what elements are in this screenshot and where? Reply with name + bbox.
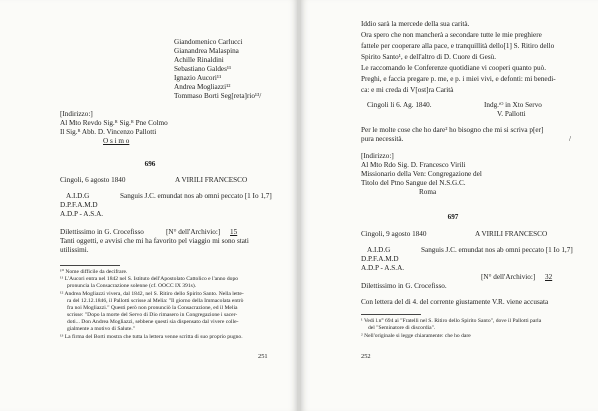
salutation: Sanguis J.C. emundat nos ab omni peccato [1 Io 1,7] bbox=[120, 192, 272, 200]
dpfamd-heading: D.P.F.A.M.D bbox=[60, 201, 98, 209]
letter-number: 696 bbox=[144, 160, 156, 168]
adp-heading: A.D.P - A.S.A. bbox=[361, 264, 405, 272]
body-line: utilissimi. bbox=[60, 246, 89, 254]
body-line: fattele per cooperare alla pace, e tranquillità dello[1] S. Ritiro dello bbox=[361, 42, 555, 50]
page-number: 251 bbox=[258, 353, 268, 360]
footnote: doti... Don Andrea Mogliazzi, sebbene questi sia dispensato dal vivere colle- bbox=[67, 319, 239, 325]
page-number: 252 bbox=[361, 353, 371, 360]
body-line: Preghi, e faccia pregare p. me, e p. i miei vivi, e defonti: mi benedi- bbox=[361, 75, 556, 83]
postscript-line: Per le molte cose che ho dare² ho bisogno che mi si scriva p[er] bbox=[361, 126, 544, 134]
signatory: Tommaso Borti Seg[reta]rio¹³/ bbox=[174, 92, 262, 100]
address-header: [Indirizzo:] bbox=[361, 152, 394, 160]
footnote: del "Seminatore di discordia". bbox=[368, 325, 436, 331]
footnote-rule bbox=[60, 265, 120, 266]
address-header: [Indirizzo:] bbox=[60, 110, 93, 118]
address-line: Titolo del Ptno Sangue del N.S.G.C. bbox=[361, 179, 466, 187]
address-line: Missionario della Ven: Congregazione del bbox=[361, 170, 482, 178]
footnote: scrisse: "Dopo la morte del Servo di Dio rimasero in Congregazione i sacer- bbox=[67, 312, 238, 318]
address-line: Al Mto Rdo Sig. D. Francesco Virili bbox=[361, 161, 466, 169]
footnote: ¹³ La firma del Borti mostra che tutta la lettera venne scritta di suo proprio pugno. bbox=[60, 334, 243, 340]
address-city: O s i m o bbox=[103, 137, 130, 145]
footnote: pronuncia la Consacrazione solenne (cf. OOCC IX 391s). bbox=[67, 283, 197, 289]
signatory: Andrea Mogliazzi¹² bbox=[174, 83, 231, 91]
postscript-line: pura necessità. bbox=[361, 135, 404, 143]
footnote: gialmente a motivo di Salute." bbox=[67, 326, 135, 332]
aidg-heading: A.I.D.G bbox=[367, 246, 391, 254]
archive-label: [N° dell'Archivio:] bbox=[481, 273, 536, 281]
body-line: Con lettera del di 4. del corrente giustamente V.R. viene accusata bbox=[361, 298, 549, 306]
letter-number: 697 bbox=[447, 213, 459, 221]
footnote: fra noi Mogliazzi." Questi però non pronunciò la Consacrazione, ed il Melia bbox=[67, 305, 238, 311]
footnote: ¹² Andrea Mogliazzi vivera, dal 1842, nel S. Ritiro dello Spirito Santo. Nella lette- bbox=[60, 291, 244, 297]
body-line: Le raccomando le Conferenze quotidiane vi cooperi quanto può. bbox=[361, 64, 547, 72]
footnote: ¹¹ L'Aucori entra nel 1842 nel S. Istituto dell'Apostolato Cattolico e l'anno dopo bbox=[60, 276, 239, 282]
body-line: Spirito Santo¹, e dell'altro di D. Cuore di Gesù. bbox=[361, 53, 497, 61]
intro-line: Dilettissimo in G. Crocefisso bbox=[60, 228, 144, 236]
salutation: Sanguis J.C. emundat nos ab omni peccato [1 Io 1,7] bbox=[421, 246, 573, 254]
signatory: Ignazio Aucori¹¹ bbox=[174, 74, 222, 82]
recipient: A VIRILI FRANCESCO bbox=[475, 230, 548, 238]
place-date: Cingoli, 9 agosto 1840 bbox=[361, 230, 427, 238]
left-page bbox=[0, 0, 297, 411]
dpfamd-heading: D.P.F.A.M.D bbox=[361, 255, 399, 263]
signatory: Gianandrea Malaspina bbox=[174, 47, 239, 55]
address-city: Roma bbox=[419, 188, 437, 196]
closing-place-date: Cingoli li 6. Ag. 1840. bbox=[367, 101, 432, 109]
address-line: Il Sig.ᴿ Abb. D. Vincenzo Pallotti bbox=[60, 128, 157, 136]
closing-servant: Indg.ᵗᴼ in Xto Servo bbox=[484, 101, 542, 109]
postscript-mark: / bbox=[569, 135, 571, 143]
address-line: Al Mto Revdo Sig.ᴿ Sig.ᴿ Pne Colmo bbox=[60, 119, 168, 127]
right-page bbox=[301, 0, 598, 411]
footnote: ² Nell'originale si legge chiaramente: che ho dare bbox=[361, 333, 471, 339]
footnote: ¹ Vedi l.n° 694 ai "Fratelli nel S. Ritiro dello Spirito Santo", dove il Pallotti parla bbox=[361, 318, 542, 324]
signatory: Giandomenico Carlucci bbox=[174, 38, 243, 46]
closing-signature: V. Pallotti bbox=[497, 110, 526, 118]
footnote: ¹⁰ Nome difficile da decifrare. bbox=[60, 269, 128, 275]
signatory: Sebastiano Galdes¹¹ bbox=[174, 65, 232, 73]
archive-label: [N° dell'Archivio:] bbox=[166, 228, 221, 236]
footnote: ra del 12.12.1846, il Pallotti scrisse al Melia: "Il giorno della Immacolata entrò bbox=[67, 298, 244, 304]
body-line: Iddio sarà la mercede della sua carità. bbox=[361, 20, 470, 28]
archive-number: 32 bbox=[545, 273, 553, 281]
aidg-heading: A.I.D.G bbox=[66, 192, 90, 200]
intro-line: Dilettissimo in G. Crocefisso. bbox=[361, 282, 447, 290]
body-line: Tanti oggetti, e avvisi che mi ha favorito pel viaggio mi sono stati bbox=[60, 237, 249, 245]
recipient: A VIRILI FRANCESCO bbox=[175, 176, 248, 184]
body-line: ca: e mi creda di V[ost]ra Carità bbox=[361, 86, 454, 94]
archive-number: 15 bbox=[230, 228, 238, 236]
footnote-rule bbox=[361, 314, 421, 315]
signatory: Achille Rinaldini bbox=[174, 56, 224, 64]
body-line: Ora spero che non mancherà a secondare tutte le mie preghiere bbox=[361, 31, 542, 39]
adp-heading: A.D.P - A.S.A. bbox=[60, 210, 104, 218]
place-date: Cingoli, 6 agosto 1840 bbox=[60, 176, 126, 184]
